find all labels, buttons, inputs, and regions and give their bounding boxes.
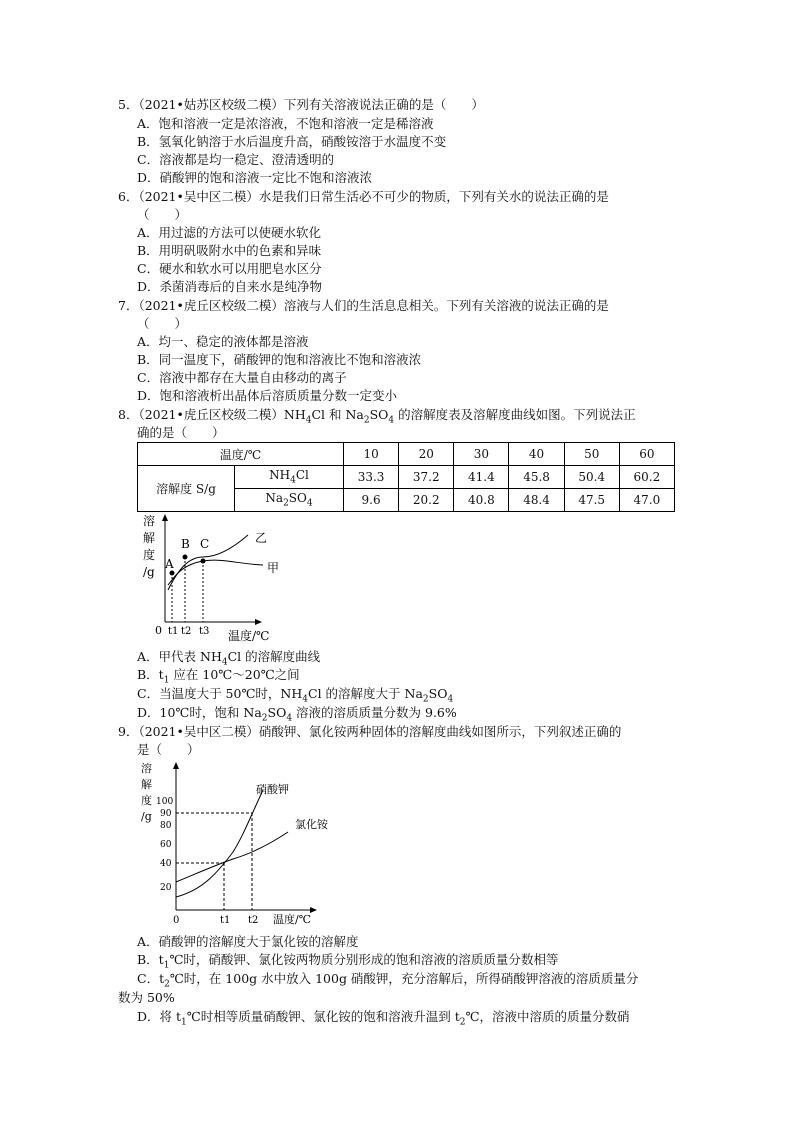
table-temp-cell: 20	[399, 443, 454, 466]
table-cell: 47.0	[619, 489, 674, 512]
q9-stem: 9．（2021•吴中区二模）硝酸钾、氯化铵两种固体的溶解度曲线如图所示，下列叙述正确的	[118, 724, 622, 739]
x-axis-arrow	[310, 907, 317, 913]
tick-t1: t1	[168, 626, 179, 637]
table-cell: 50.4	[564, 466, 619, 489]
label-a: A	[165, 557, 174, 571]
q7-option-b: B．同一温度下，硝酸钾的饱和溶液比不饱和溶液浓	[137, 352, 422, 367]
q6-option-d: D．杀菌消毒后的自来水是纯净物	[137, 279, 323, 294]
q6-stem: 6．（2021•吴中区二模）水是我们日常生活必不可少的物质，下列有关水的说法正确的是	[118, 189, 609, 204]
table-temp-cell: 30	[454, 443, 509, 466]
table-cell: 45.8	[509, 466, 564, 489]
q7-answer-paren: （ ）	[137, 316, 188, 331]
q8-option-a: A．甲代表 $NH_4Cl$ 的溶解度曲线	[137, 649, 321, 668]
q5-stem: 5．（2021•姑苏区校级二模）下列有关溶液说法正确的是（ ）	[118, 97, 484, 112]
q6-option-c: C．硬水和软水可以用肥皂水区分	[137, 261, 322, 276]
label-c: C	[200, 537, 210, 551]
xtick-t1: t1	[220, 915, 231, 926]
q6-option-b: B．用明矾吸附水中的色素和异味	[137, 243, 322, 258]
label-b: B	[181, 537, 190, 551]
curve-nh4cl	[176, 832, 288, 882]
table-cell: 40.8	[454, 489, 509, 512]
xlabel: 温度/℃	[273, 913, 312, 926]
q9-option-c-cont: 数为 50%	[118, 990, 175, 1005]
ytick-90: 90	[160, 809, 172, 819]
ylabel-char: 解	[141, 778, 152, 791]
q5-option-b: B．氢氧化钠溶于水后温度升高，硝酸铵溶于水温度不变	[137, 134, 447, 149]
table-cell: 48.4	[509, 489, 564, 512]
q9-option-a: A．硝酸钾的溶解度大于氯化铵的溶解度	[137, 934, 359, 949]
q9-solubility-graph	[138, 760, 328, 930]
q7-option-c: C．溶液中都存在大量自由移动的离子	[137, 370, 347, 385]
y-axis-arrow	[173, 762, 179, 769]
table-cell: 60.2	[619, 466, 674, 489]
ytick-60: 60	[160, 840, 172, 850]
q7-option-a: A．均一、稳定的液体都是溶液	[137, 334, 309, 349]
q7-option-d: D．饱和溶液析出晶体后溶质质量分数一定变小	[137, 388, 398, 403]
ylabel-char: 度	[143, 548, 156, 562]
xlabel: 温度/℃	[228, 629, 270, 643]
label-nh4cl: 氯化铵	[295, 818, 328, 831]
table-header-solubility: 溶解度 S/g	[138, 466, 235, 512]
table-row-label-nh4cl: $NH_4Cl$	[235, 466, 344, 489]
x-axis-arrow	[255, 619, 262, 625]
ytick-80: 80	[160, 821, 172, 831]
point-b	[183, 555, 188, 560]
label-kno3: 硝酸钾	[256, 783, 289, 796]
q8-option-b: B．$t_1$ 应在 10℃～20℃之间	[137, 667, 300, 686]
ylabel-char: 溶	[143, 514, 156, 528]
q5-option-c: C．溶液都是均一稳定、澄清透明的	[137, 152, 335, 167]
q9-stem-cont: 是（ ）	[137, 742, 200, 757]
table-cell: 37.2	[399, 466, 454, 489]
point-c	[201, 559, 206, 564]
tick-t3: t3	[199, 626, 210, 637]
q9-option-c: C．$t_2℃$时，在 100g 水中放入 100g 硝酸钾，充分溶解后，所得硝酸钾溶液的溶质质量分	[137, 971, 639, 990]
q6-option-a: A．用过滤的方法可以使硬水软化	[137, 225, 322, 240]
table-cell: 41.4	[454, 466, 509, 489]
table-temp-cell: 50	[564, 443, 619, 466]
ytick-100: 100	[156, 797, 174, 807]
xtick-t2: t2	[248, 915, 259, 926]
q8-solubility-graph	[138, 510, 298, 645]
q7-stem: 7．（2021•虎丘区校级二模）溶液与人们的生活息息相关。下列有关溶液的说法正确的是	[118, 298, 609, 313]
origin-label: 0	[173, 915, 180, 926]
q6-answer-paren: （ ）	[137, 207, 188, 222]
table-temp-cell: 40	[509, 443, 564, 466]
table-cell: 20.2	[399, 489, 454, 512]
ylabel-char: /g	[141, 810, 152, 823]
ytick-20: 20	[160, 883, 172, 893]
ylabel-char: /g	[143, 565, 155, 579]
table-temp-cell: 10	[344, 443, 399, 466]
table-cell: 9.6	[344, 489, 399, 512]
q5-option-d: D．硝酸钾的饱和溶液一定比不饱和溶液浓	[137, 170, 373, 185]
origin-label: 0	[155, 624, 162, 637]
table-cell: 47.5	[564, 489, 619, 512]
table-cell: 33.3	[344, 466, 399, 489]
curve-jia	[168, 560, 263, 585]
q8-stem: 8．（2021•虎丘区校级二模）$NH_4Cl$ 和 $Na_2SO_4$ 的溶解度表及溶解度曲线如图。下列说法正	[118, 407, 636, 426]
label-jia: 甲	[267, 561, 280, 575]
q5-option-a: A．饱和溶液一定是浓溶液，不饱和溶液一定是稀溶液	[137, 116, 434, 131]
ytick-40: 40	[160, 859, 172, 869]
ylabel-char: 度	[141, 794, 152, 807]
label-yi: 乙	[255, 531, 268, 545]
tick-t2: t2	[181, 626, 192, 637]
q8-stem-cont: 确的是（ ）	[137, 425, 225, 440]
q9-option-b: B．$t_1℃$时，硝酸钾、氯化铵两物质分别形成的饱和溶液的溶质质量分数相等	[137, 952, 559, 971]
ylabel-char: 溶	[141, 762, 152, 775]
table-row-label-na2so4: $Na_2SO_4$	[235, 489, 344, 512]
table-header-temp: 温度/℃	[138, 443, 344, 466]
point-a	[170, 571, 175, 576]
q8-option-d: D．10℃时，饱和 $Na_2SO_4$ 溶液的溶质质量分数为 9.6%	[137, 705, 457, 724]
table-temp-cell: 60	[619, 443, 674, 466]
q9-option-d: D．将 $t_1℃$时相等质量硝酸钾、氯化铵的饱和溶液升温到 $t_2℃$，溶液中溶质的质量分数硝	[137, 1009, 630, 1028]
solubility-table	[137, 442, 675, 512]
q8-option-c: C．当温度大于 50℃时，$NH_4Cl$ 的溶解度大于 $Na_2SO_4$	[137, 686, 454, 705]
y-axis-arrow	[162, 514, 168, 521]
curve-kno3	[176, 790, 263, 897]
ylabel-char: 解	[143, 531, 156, 545]
